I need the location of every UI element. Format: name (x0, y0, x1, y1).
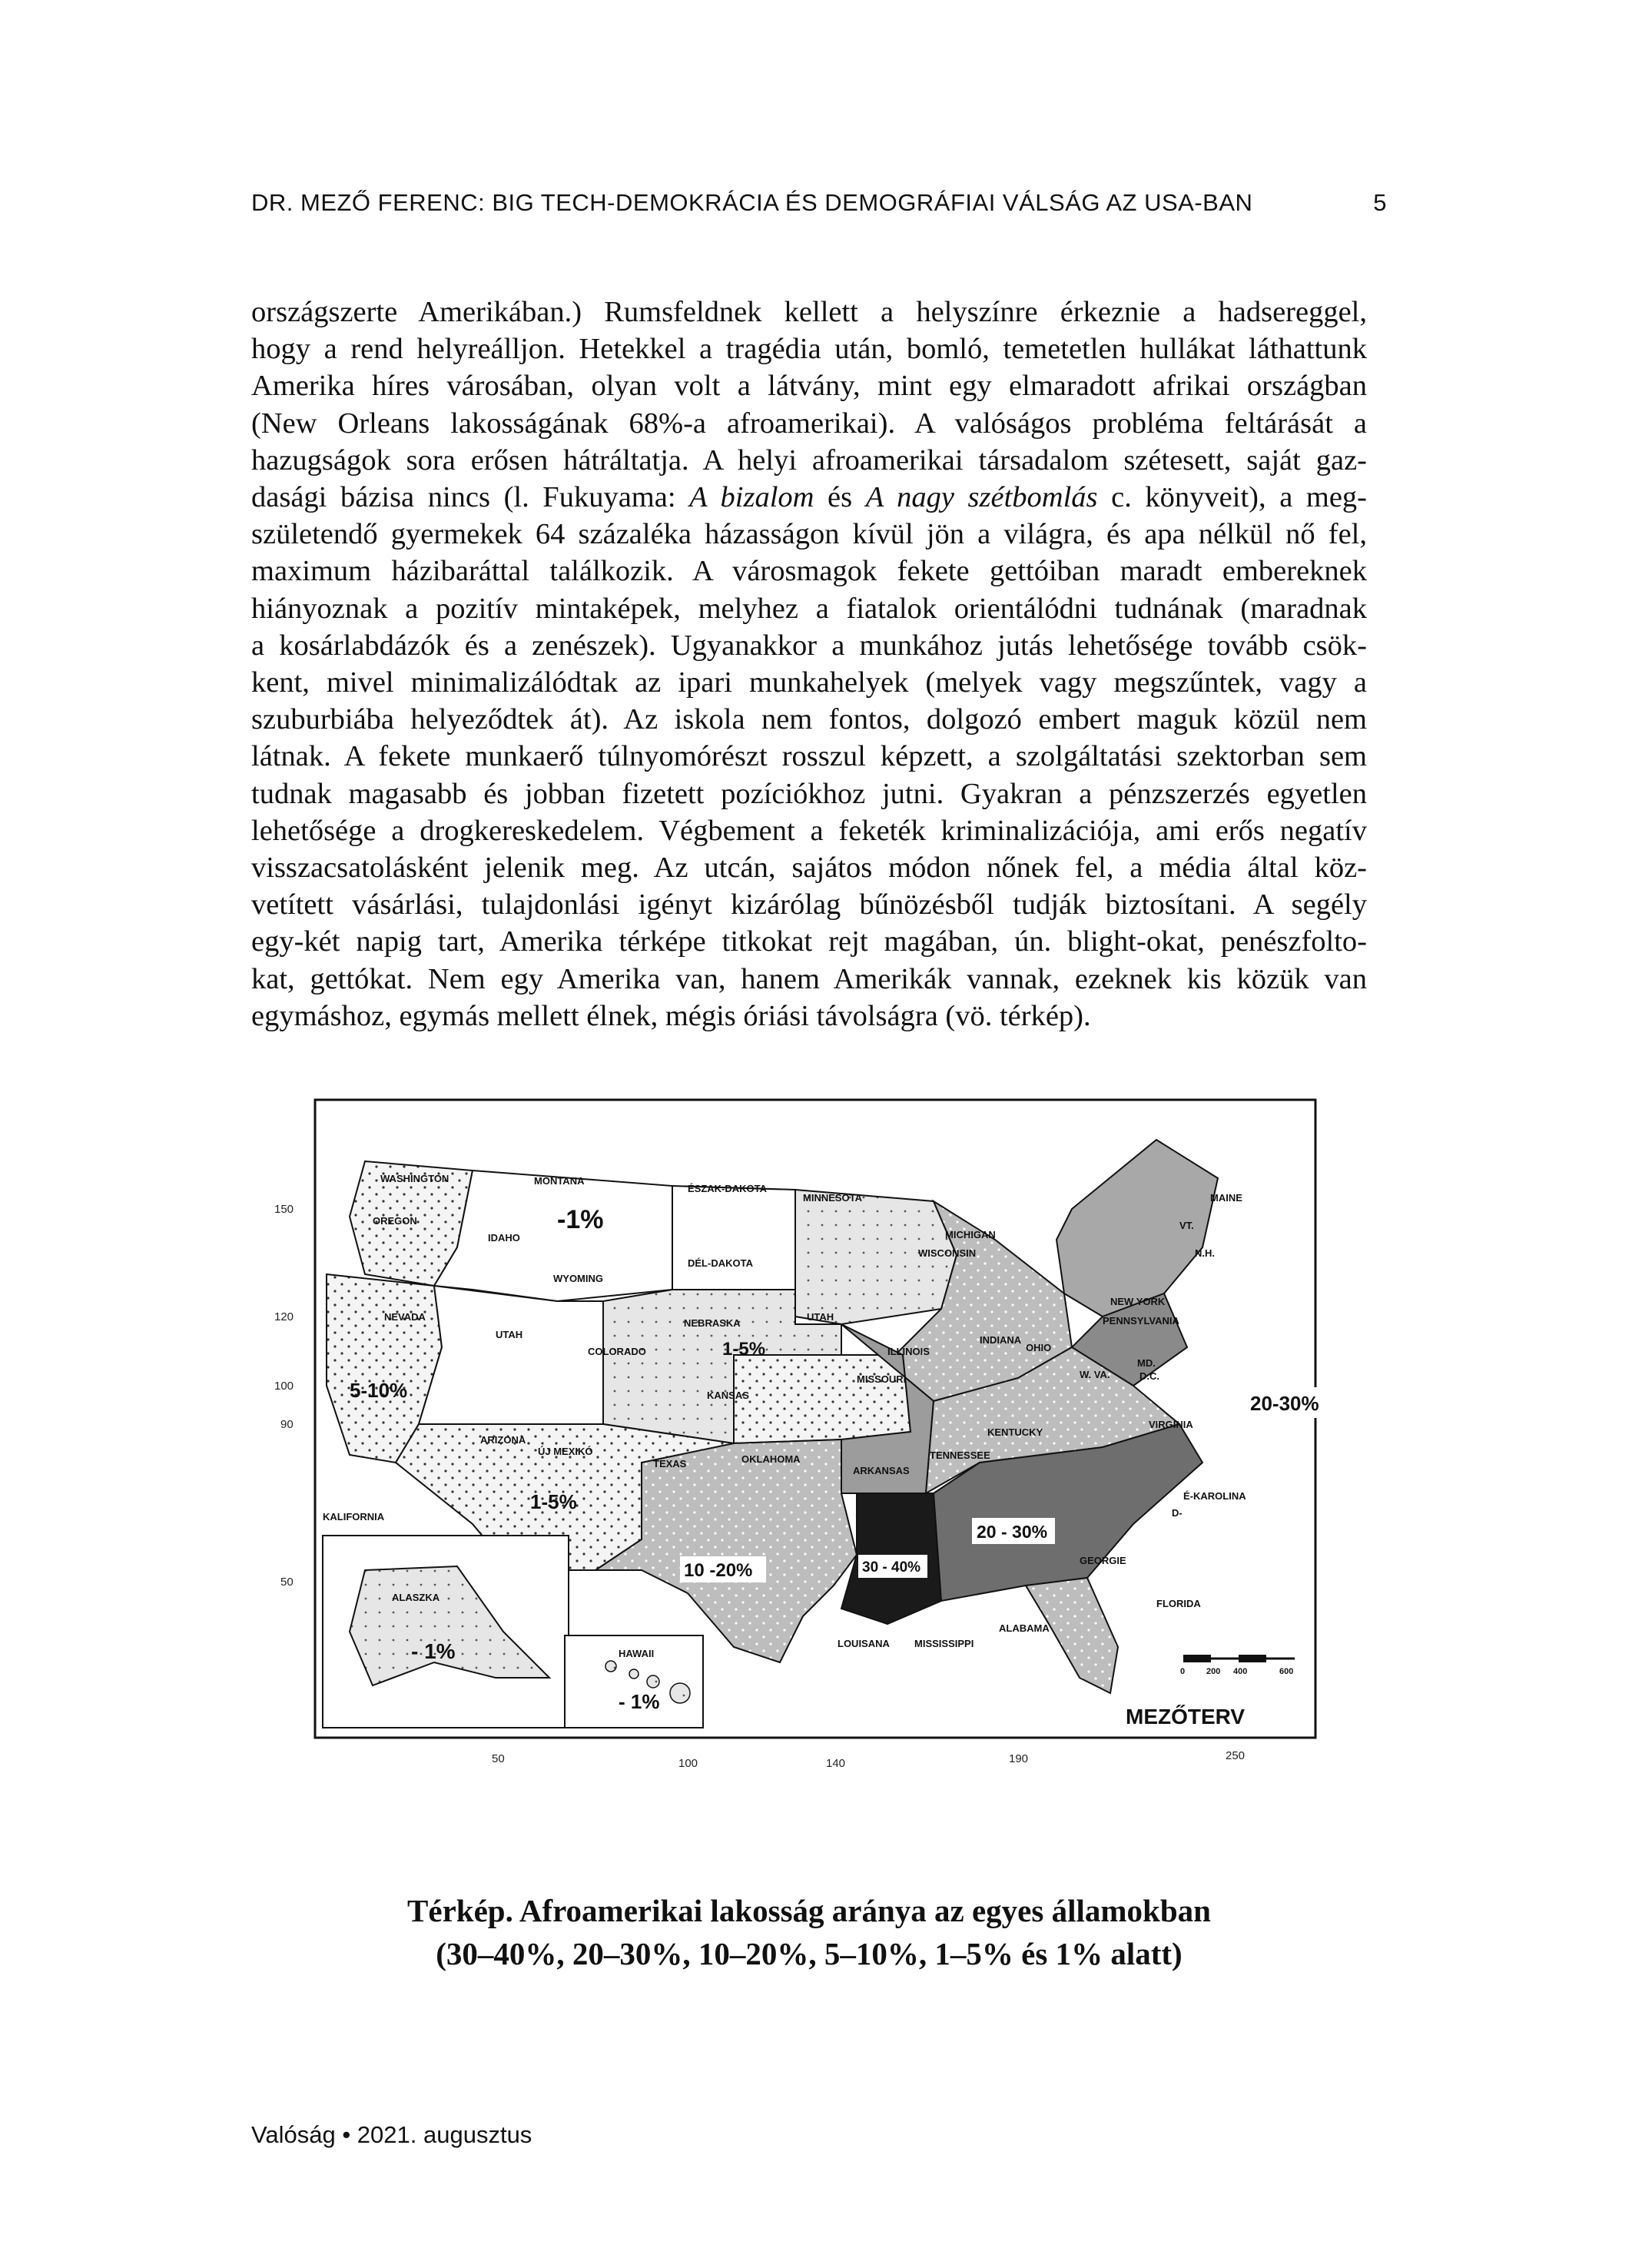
state-label: W. VA. (1080, 1369, 1110, 1380)
percent-label: - 1% (411, 1639, 456, 1663)
state-label: KALIFORNIA (323, 1511, 385, 1523)
region-dakotas (672, 1186, 795, 1290)
state-label: MD. (1137, 1357, 1156, 1369)
text-line: látnak. A fekete munkaerő túlnyomórészt rosszul képzett, a szolgáltatási szektorban sem (251, 740, 1367, 773)
text-line: tudnak magasabb és jobban fizetett pozíciókhoz jutni. Gyakran a pénzszerzés egyetlen (251, 777, 1367, 810)
state-label: ILLINOIS (887, 1346, 930, 1357)
text-line: lehetősége a drogkereskedelem. Végbement a feketék kriminalizációja, ami erős negatív (251, 814, 1367, 847)
region-utah (419, 1286, 603, 1424)
state-label: MISSOURI (857, 1373, 907, 1385)
text-line: hazugságok sora erősen hátráltatja. A helyi afroamerikai társadalom szétesett, saját gaz- (251, 443, 1367, 477)
scale-tick: 0 (1180, 1667, 1186, 1676)
mezoterv-logo: MEZŐTERV (1126, 1705, 1246, 1728)
page-number: 5 (1373, 189, 1387, 216)
text-fragment: és (814, 481, 866, 514)
scale-tick: 400 (1233, 1667, 1248, 1676)
percent-label: 30 - 40% (862, 1559, 921, 1576)
footer: Valóság • 2021. augusztus (251, 2121, 532, 2148)
state-label: OHIO (1026, 1342, 1052, 1353)
text-line: hogy a rend helyreálljon. Hetekkel a tragédia után, bomló, temetetlen hullákat láthattunk (251, 333, 1367, 366)
state-label: D.C. (1139, 1370, 1159, 1382)
state-label: NEBRASKA (684, 1317, 741, 1329)
text-fragment: dasági bázisa nincs (l. Fukuyama: (251, 481, 690, 514)
state-label: COLORADO (588, 1346, 646, 1357)
text-line: vetített vásárlási, tulajdonlási igényt kizárólag bűnözésből tudják biztosítani. A segély (251, 888, 1367, 921)
state-label: KENTUCKY (987, 1426, 1043, 1438)
state-label: MINNESOTA (803, 1192, 863, 1204)
state-label: ALASZKA (392, 1592, 440, 1603)
state-label: ÉSZAK-DAKOTA (688, 1183, 768, 1194)
tick-label: 50 (492, 1752, 505, 1765)
scale-tick: 200 (1206, 1667, 1221, 1676)
book-title: A nagy szétbomlás (865, 481, 1098, 514)
text-line: a kosárlabdázók és a zenészek). Ugyanakkor a munkához jutás lehetősége tovább csök- (251, 629, 1367, 662)
text-line: szuburbiába helyeződtek át). Az iskola nem fontos, dolgozó embert maguk közül nem (251, 703, 1367, 736)
text-line: kent, mivel minimalizálódtak az ipari munkahelyek (melyek vagy megszűntek, vagy a (251, 666, 1367, 699)
percent-label: - 1% (619, 1690, 660, 1713)
state-label: MICHIGAN (945, 1229, 996, 1240)
percent-label: 20-30% (1250, 1392, 1319, 1415)
text-line: születendő gyermekek 64 százaléka házasságon kívül jön a világra, és apa nélkül nő fel, (251, 518, 1367, 551)
state-label: VIRGINIA (1149, 1419, 1193, 1430)
state-label: N.H. (1195, 1247, 1215, 1259)
state-label: ALABAMA (999, 1622, 1050, 1634)
us-map-figure (274, 1094, 1325, 1791)
state-label: MONTANA (534, 1175, 585, 1187)
state-label: KANSAS (707, 1390, 749, 1401)
state-label: WISCONSIN (918, 1247, 977, 1259)
state-label: É-KAROLINA (1183, 1490, 1246, 1502)
state-label: NEVADA (384, 1311, 426, 1323)
us-map (274, 1094, 1325, 1791)
tick-label: 250 (1226, 1749, 1246, 1762)
percent-label: -1% (557, 1205, 604, 1234)
tick-label: 120 (274, 1310, 294, 1323)
state-label: ARKANSAS (853, 1465, 910, 1476)
text-line: országszerte Amerikában.) Rumsfeldnek kellett a helyszínre érkeznie a hadsereggel, (251, 296, 1367, 328)
running-header (251, 189, 1387, 217)
tick-label: 140 (826, 1757, 846, 1770)
running-title: DR. MEZŐ FERENC: BIG TECH-DEMOKRÁCIA ÉS DEMOGRÁFIAI VÁLSÁG AZ USA-BAN (251, 189, 1253, 216)
tick-label: 90 (280, 1418, 294, 1431)
text-line: maximum házibaráttal találkozik. A városmagok fekete gettóiban maradt embereknek (251, 555, 1367, 588)
state-label: ARIZONA (480, 1434, 526, 1446)
percent-label: 5-10% (350, 1379, 408, 1402)
figure-caption (251, 1889, 1367, 1975)
state-label: WYOMING (553, 1273, 603, 1284)
text-fragment: c. könyveit), a meg- (1097, 481, 1367, 514)
region-kansas-oklahoma (734, 1355, 911, 1443)
percent-label: 10 -20% (684, 1560, 753, 1581)
state-label: ÚJ MEXIKÓ (538, 1446, 593, 1457)
tick-label: 190 (1009, 1752, 1029, 1765)
percent-label: 1-5% (722, 1339, 766, 1360)
state-label: INDIANA (980, 1334, 1022, 1346)
state-label: TENNESSEE (930, 1449, 990, 1461)
state-label: UTAH (496, 1329, 523, 1340)
state-label: WASHINGTON (380, 1173, 449, 1184)
tick-label: 150 (274, 1203, 294, 1216)
state-label: MISSISSIPPI (914, 1638, 974, 1649)
state-label: NEW YORK (1110, 1296, 1166, 1307)
text-line: egy-két napig tart, Amerika térképe titkokat rejt magában, ún. blight-okat, penészfolto- (251, 925, 1367, 958)
bottom-axis-ticks (492, 1749, 1245, 1770)
body-text (251, 294, 1367, 1034)
state-label: HAWAII (619, 1648, 655, 1659)
percent-label: 20 - 30% (977, 1522, 1048, 1542)
scale-tick: 600 (1279, 1667, 1294, 1676)
state-label: GEORGIE (1080, 1555, 1126, 1566)
text-line: egymáshoz, egymás mellett élnek, mégis óriási távolságra (vö. térkép). (251, 999, 1091, 1032)
text-line: kat, gettókat. Nem egy Amerika van, hanem Amerikák vannak, ezeknek kis közük van (251, 962, 1367, 995)
tick-label: 100 (274, 1380, 294, 1393)
state-label: VT. (1179, 1220, 1194, 1231)
state-label: MAINE (1210, 1192, 1242, 1204)
state-label: OREGON (373, 1215, 417, 1227)
text-line: hiányoznak a pozitív mintaképek, melyhez a fiatalok orientálódni tudnának (maradnak (251, 592, 1367, 625)
state-label: TEXAS (653, 1458, 687, 1469)
state-label: UTAH (807, 1311, 834, 1323)
caption-line-2: (30–40%, 20–30%, 10–20%, 5–10%, 1–5% és 1% alatt) (436, 1936, 1183, 1971)
tick-label: 50 (280, 1576, 294, 1589)
text-line: Amerika híres városában, olyan volt a látvány, mint egy elmaradott afrikai országban (251, 370, 1367, 403)
state-label: FLORIDA (1156, 1598, 1201, 1609)
text-line: visszacsatolásként jelenik meg. Az utcán, sajátos módon nőnek fel, a média által köz- (251, 852, 1367, 885)
book-title: A bizalom (689, 481, 814, 514)
text-line: (New Orleans lakosságának 68%-a afroamerikai). A valóságos probléma feltárását a (251, 407, 1367, 440)
state-label: IDAHO (488, 1232, 520, 1244)
tick-label: 100 (678, 1757, 698, 1770)
state-label: D- (1172, 1507, 1183, 1519)
state-label: LOUISANA (838, 1638, 890, 1649)
state-label: OKLAHOMA (741, 1453, 801, 1465)
state-label: DÉL-DAKOTA (688, 1257, 753, 1269)
state-label: PENNSYLVANIA (1103, 1315, 1179, 1327)
caption-line-1: Térkép. Afroamerikai lakosság aránya az egyes államokban (407, 1893, 1211, 1928)
left-axis-ticks (274, 1203, 294, 1589)
percent-label: 1-5% (530, 1490, 577, 1513)
text-line (251, 479, 1367, 516)
